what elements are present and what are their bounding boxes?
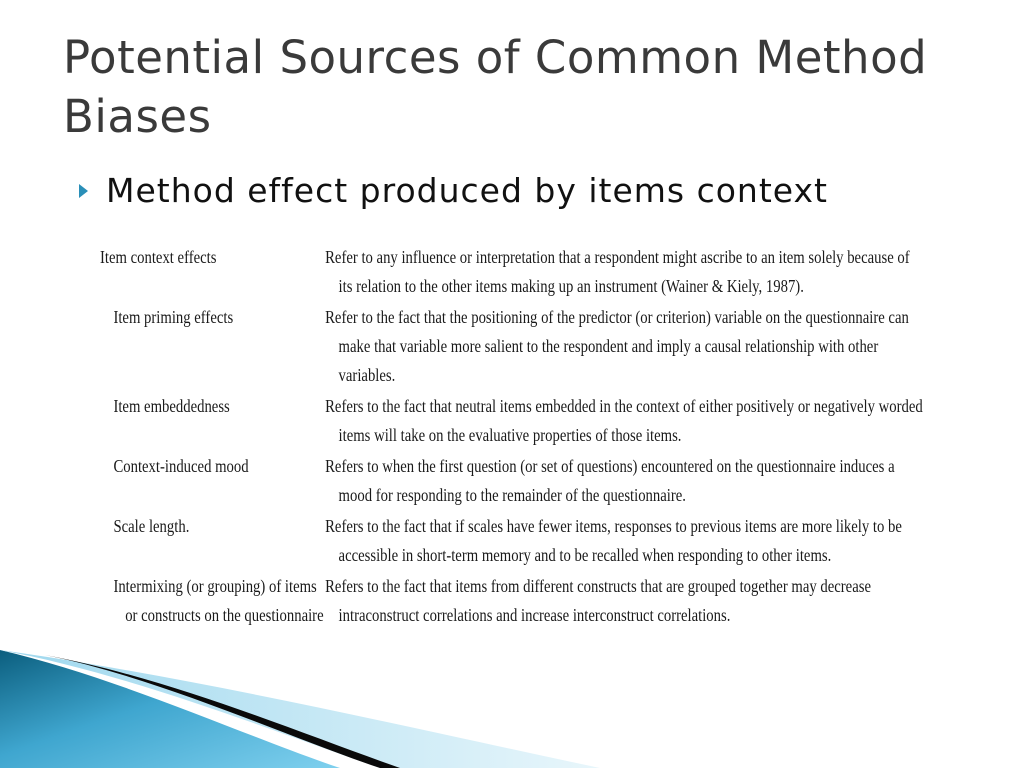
definition-cell: Refers to when the first question (or set of questions) encountered on the questionnaire induces a mood for responding to the remainder of the questionnaire. [325,456,895,505]
term-text: Scale length. [113,516,190,536]
term-cell [100,452,325,510]
effects-table [100,243,923,632]
term-text: Intermixing (or grouping) of items or constructs on the questionnaire [113,576,324,625]
term-text: Item context effects [100,247,217,267]
bullet-item [76,172,828,210]
triangle-bullet-icon [76,181,92,201]
table-row [100,243,910,301]
term-text: Item embeddedness [113,396,230,416]
definition-cell: Refers to the fact that neutral items embedded in the context of either positively or negatively worded items will take on the evaluative properties of those items. [325,396,923,445]
term-cell [100,392,325,450]
definition-cell: Refer to any influence or interpretation that a respondent might ascribe to an item solely because of its relation to the other items making up an instrument (Wainer & Kiely, 1987). [325,247,910,296]
table-row [100,392,923,450]
term-text: Context-induced mood [113,456,249,476]
table-row [100,572,871,630]
table-row [100,452,895,510]
term-cell [100,512,325,570]
table-row [100,303,909,390]
term-cell [100,243,325,301]
definition-cell: Refers to the fact that items from different constructs that are grouped together may decrease intraconstruct correlations and increase interconstruct correlations. [325,576,871,625]
bullet-text: Method effect produced by items context [106,171,828,210]
term-cell [100,572,325,630]
slide-title: Potential Sources of Common Method Biases [63,31,928,143]
term-text: Item priming effects [113,307,234,327]
definition-cell: Refers to the fact that if scales have fewer items, responses to previous items are more likely to be accessible in short-term memory and to be recalled when responding to other items. [325,516,902,565]
table-row [100,512,902,570]
term-cell [100,303,325,390]
decorative-wave-graphic [0,638,1024,768]
definition-cell: Refer to the fact that the positioning of the predictor (or criterion) variable on the questionnaire can make that variable more salient to the respondent and imply a causal relationship with other variables. [325,307,909,385]
